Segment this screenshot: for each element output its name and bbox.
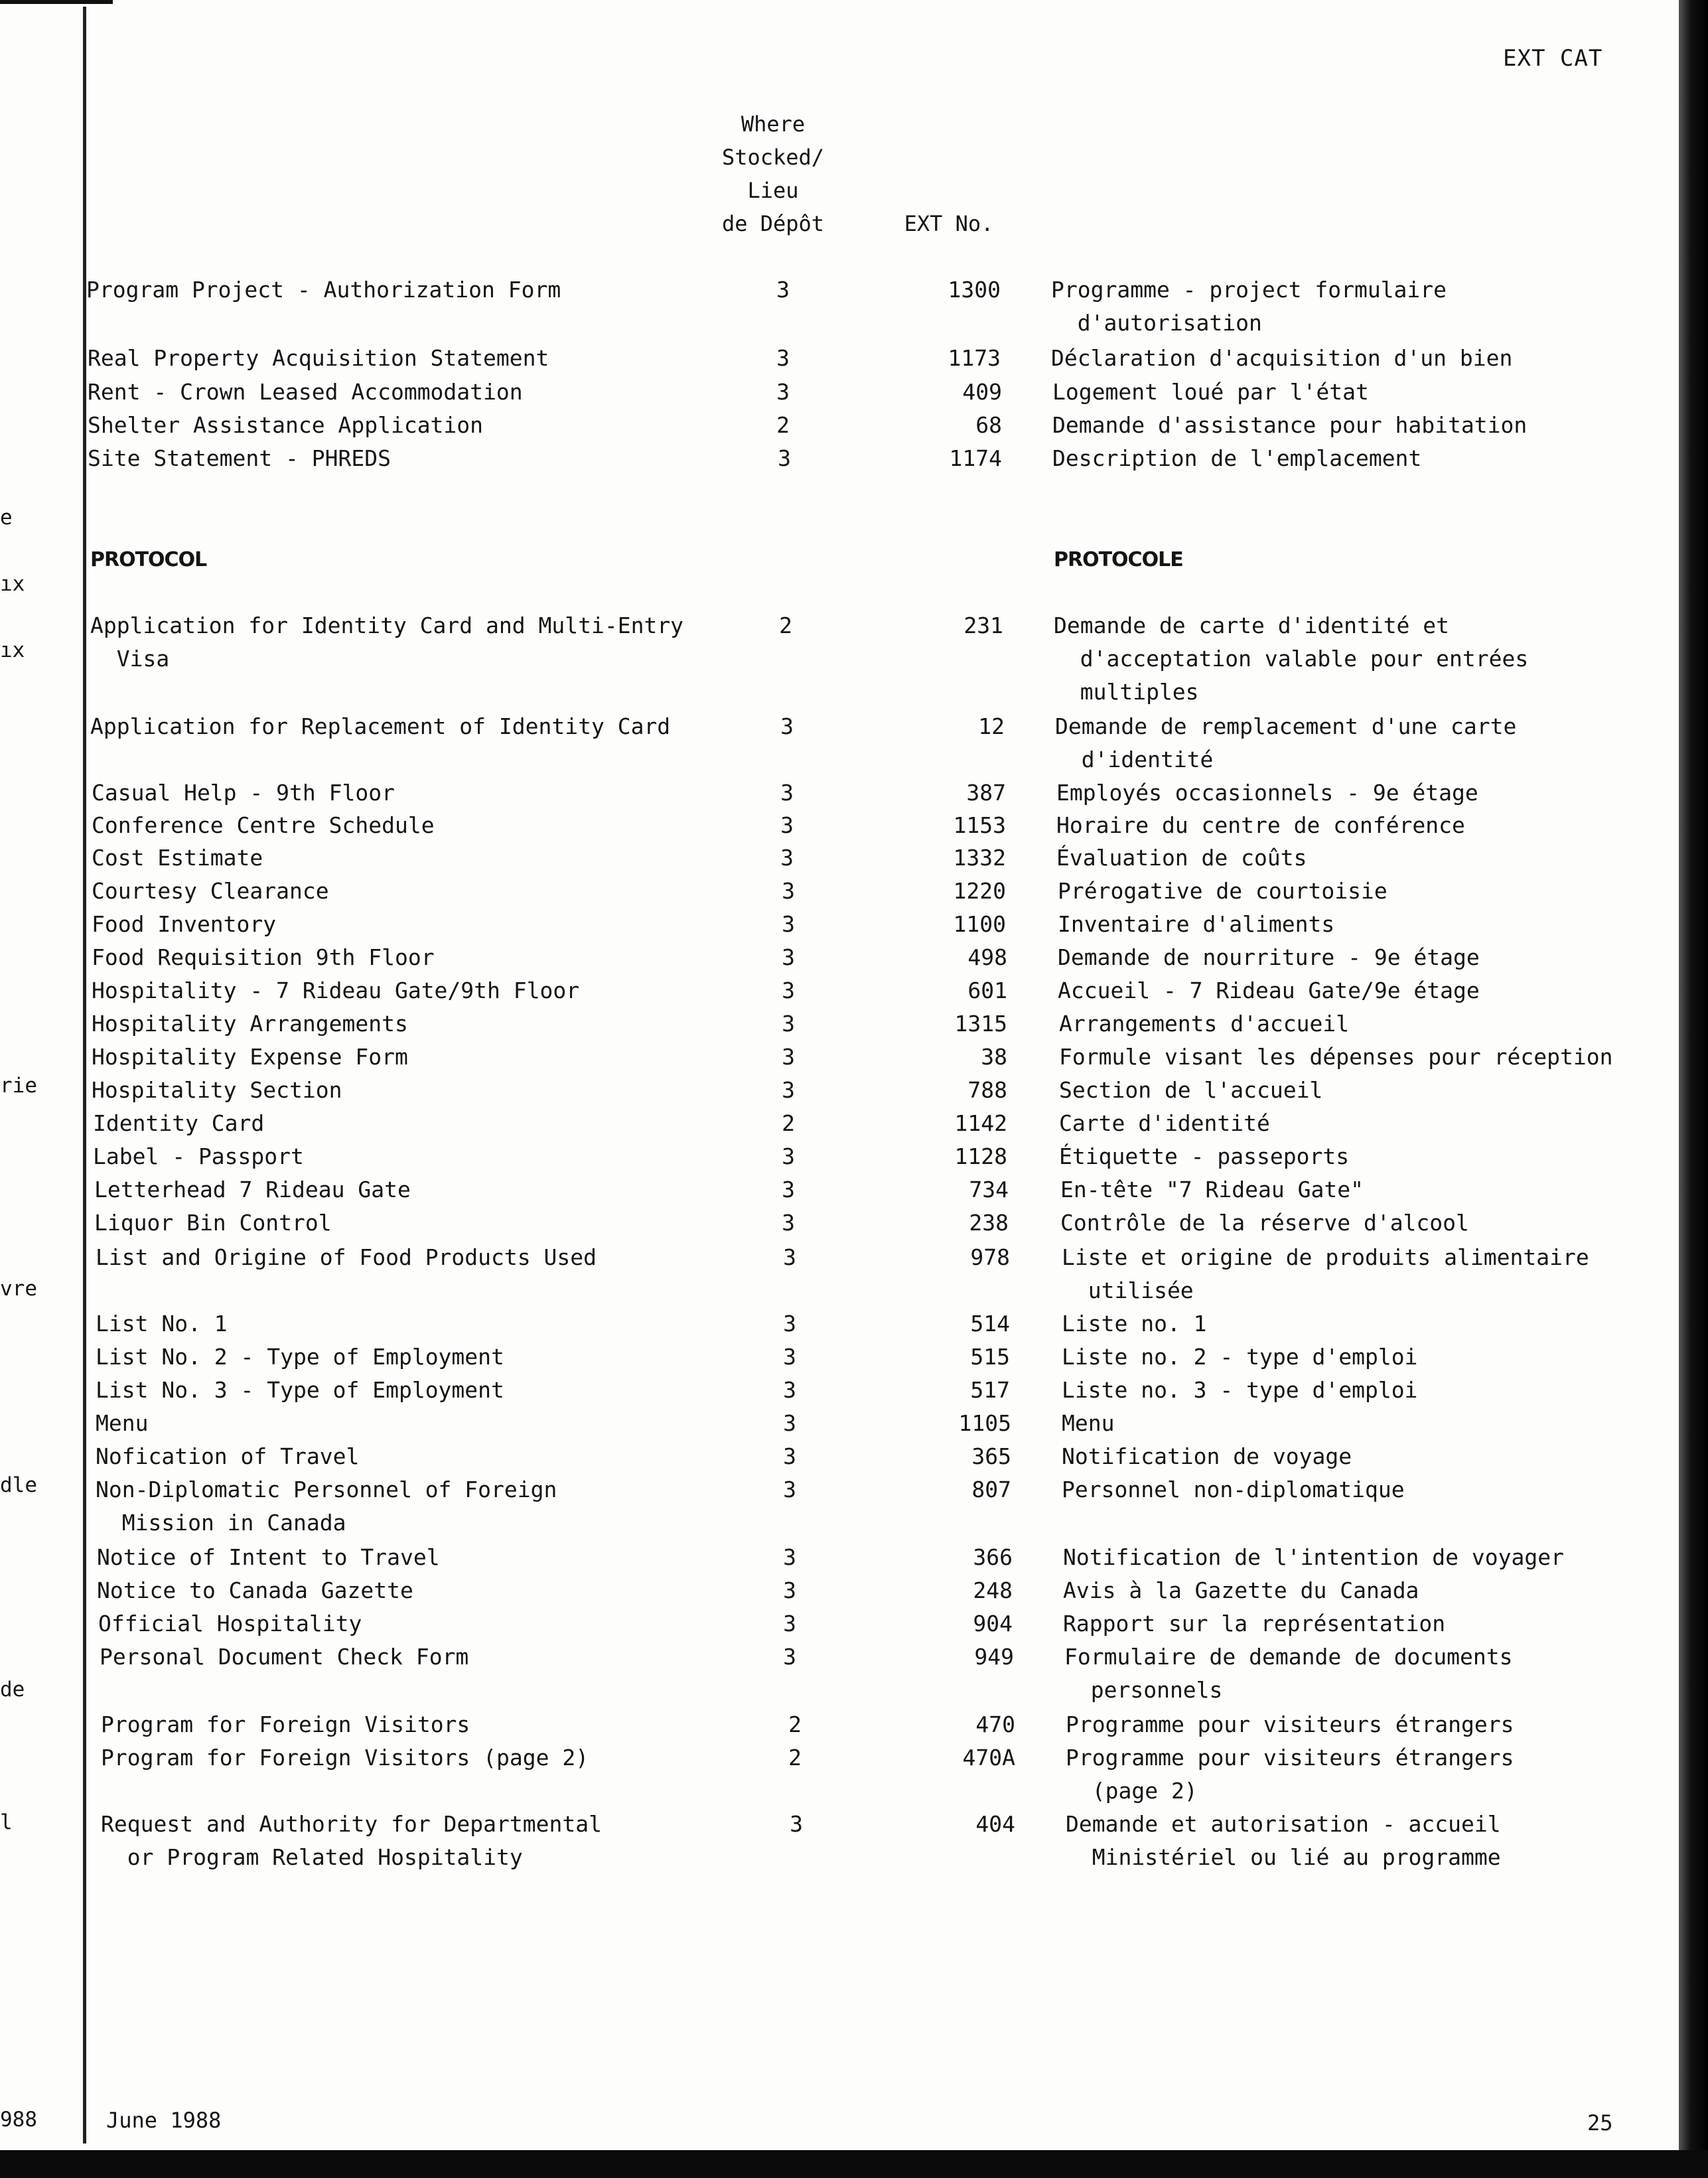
ext-number: 470A <box>962 1745 1015 1771</box>
ext-number: 517 <box>970 1377 1010 1403</box>
section-heading-en: PROTOCOL <box>90 548 207 571</box>
form-title-fr: Avis à la Gazette du Canada <box>1063 1577 1419 1603</box>
ext-number: 1315 <box>954 1011 1007 1037</box>
ext-number: 601 <box>967 978 1007 1003</box>
form-title-fr: Section de l'accueil <box>1059 1077 1323 1103</box>
stock-location: 3 <box>782 1177 795 1202</box>
form-title-en: Hospitality Arrangements <box>92 1011 408 1037</box>
form-title-en: Hospitality Section <box>92 1077 342 1103</box>
form-title-en: Nofication of Travel <box>96 1443 360 1469</box>
scan-edge-bottom <box>0 2150 1708 2178</box>
ext-number: 68 <box>975 412 1002 438</box>
form-title-en: List No. 2 - Type of Employment <box>96 1344 504 1370</box>
form-title-en: Visa <box>90 646 170 672</box>
ext-number: 498 <box>967 944 1007 970</box>
stock-location: 3 <box>780 780 794 806</box>
form-title-en: Label - Passport <box>93 1143 304 1169</box>
stock-location: 3 <box>783 1244 796 1270</box>
form-title-en: Letterhead 7 Rideau Gate <box>94 1177 411 1202</box>
ext-no-header: EXT No. <box>904 211 994 236</box>
ext-number: 470 <box>975 1711 1015 1737</box>
stock-location: 3 <box>782 911 795 937</box>
form-title-fr: Demande et autorisation - accueil <box>1066 1811 1501 1837</box>
form-title-fr: Logement loué par l'état <box>1052 379 1369 405</box>
form-title-fr: Demande de remplacement d'une carte <box>1055 713 1517 739</box>
stock-location: 3 <box>782 1210 795 1236</box>
form-title-en: Casual Help - 9th Floor <box>92 780 395 806</box>
form-title-fr: Accueil - 7 Rideau Gate/9e étage <box>1058 978 1480 1003</box>
form-title-fr: Menu <box>1062 1410 1115 1436</box>
stock-location: 2 <box>779 613 792 638</box>
stock-location: 3 <box>776 379 790 405</box>
form-title-en: Hospitality Expense Form <box>92 1044 408 1070</box>
form-title-fr: multiples <box>1054 679 1199 705</box>
stock-location: 3 <box>783 1377 796 1403</box>
stock-location: 3 <box>783 1344 796 1370</box>
form-title-en: Site Statement - PHREDS <box>88 445 391 471</box>
form-title-en: Program for Foreign Visitors <box>101 1711 470 1737</box>
form-title-fr: Carte d'identité <box>1059 1110 1270 1136</box>
ext-number: 365 <box>971 1443 1011 1469</box>
ext-number: 404 <box>975 1811 1015 1837</box>
form-title-fr: Formule visant les dépenses pour réception <box>1059 1044 1613 1070</box>
margin-fragment: e <box>0 506 13 530</box>
form-title-en: List No. 3 - Type of Employment <box>96 1377 504 1403</box>
form-title-fr: utilisée <box>1062 1277 1194 1303</box>
ext-number: 1105 <box>958 1410 1011 1436</box>
form-title-fr: Employés occasionnels - 9e étage <box>1056 780 1478 806</box>
form-title-en: Personal Document Check Form <box>100 1644 469 1670</box>
form-title-fr: En-tête "7 Rideau Gate" <box>1060 1177 1364 1202</box>
form-title-fr: Évaluation de coûts <box>1056 845 1307 871</box>
form-title-en: or Program Related Hospitality <box>101 1844 523 1870</box>
ext-number: 1174 <box>949 445 1002 471</box>
stock-location: 3 <box>782 1143 795 1169</box>
form-title-en: List No. 1 <box>96 1311 228 1337</box>
form-title-en: Identity Card <box>93 1110 265 1136</box>
stock-location: 3 <box>783 1577 796 1603</box>
stock-location: 3 <box>776 345 790 371</box>
ext-number: 248 <box>973 1577 1013 1603</box>
footer-date: June 1988 <box>106 2108 222 2133</box>
form-title-fr: Programme - project formulaire <box>1051 277 1447 303</box>
stock-location: 3 <box>780 845 794 871</box>
form-title-en: Application for Replacement of Identity Card <box>90 713 671 739</box>
margin-fragment: ıx <box>0 572 25 596</box>
stock-location: 2 <box>788 1711 802 1737</box>
stock-location: 3 <box>783 1644 796 1670</box>
form-title-fr: d'autorisation <box>1051 310 1262 336</box>
ext-number: 1128 <box>954 1143 1007 1169</box>
form-title-en: Program for Foreign Visitors (page 2) <box>101 1745 589 1771</box>
form-title-fr: personnels <box>1064 1677 1223 1703</box>
form-title-fr: Liste no. 3 - type d'emploi <box>1062 1377 1418 1403</box>
stock-location: 3 <box>782 878 795 904</box>
form-title-fr: Programme pour visiteurs étrangers <box>1066 1711 1514 1737</box>
stock-location: 3 <box>790 1811 803 1837</box>
stock-location: 3 <box>782 1044 795 1070</box>
stock-location: 3 <box>780 812 794 838</box>
ext-number: 1220 <box>953 878 1006 904</box>
margin-fragment: ıx <box>0 638 25 662</box>
form-title-en: Official Hospitality <box>98 1611 362 1636</box>
stock-location: 2 <box>776 412 790 438</box>
ext-number: 788 <box>967 1077 1007 1103</box>
scan-edge-top <box>0 0 113 4</box>
margin-fragment: de <box>0 1678 25 1702</box>
form-title-en: Shelter Assistance Application <box>88 412 484 438</box>
form-title-en: Notice to Canada Gazette <box>97 1577 413 1603</box>
ext-number: 38 <box>981 1044 1007 1070</box>
form-title-en: Menu <box>96 1410 149 1436</box>
form-title-fr: Arrangements d'accueil <box>1059 1011 1350 1037</box>
stock-location: 3 <box>782 1077 795 1103</box>
form-title-en: Conference Centre Schedule <box>92 812 435 838</box>
stock-location: 3 <box>778 445 791 471</box>
ext-number: 949 <box>974 1644 1014 1670</box>
margin-fragment: 988 <box>0 2108 37 2132</box>
ext-number: 1332 <box>953 845 1006 871</box>
form-title-en: Program Project - Authorization Form <box>86 277 561 303</box>
form-title-fr: (page 2) <box>1066 1778 1198 1804</box>
form-title-en: Application for Identity Card and Multi-Entry <box>90 613 684 638</box>
form-title-fr: Prérogative de courtoisie <box>1058 878 1388 904</box>
form-title-fr: d'acceptation valable pour entrées <box>1054 646 1529 672</box>
form-title-fr: Formulaire de demande de documents <box>1064 1644 1513 1670</box>
form-title-fr: Personnel non-diplomatique <box>1062 1477 1405 1502</box>
ext-number: 387 <box>966 780 1006 806</box>
form-title-fr: Rapport sur la représentation <box>1063 1611 1446 1636</box>
form-title-en: Courtesy Clearance <box>92 878 329 904</box>
ext-number: 734 <box>969 1177 1009 1202</box>
form-title-en: Notice of Intent to Travel <box>97 1544 440 1570</box>
form-title-fr: d'identité <box>1055 747 1214 772</box>
ext-number: 1100 <box>953 911 1006 937</box>
form-title-fr: Notification de voyage <box>1062 1443 1352 1469</box>
form-title-fr: Description de l'emplacement <box>1052 445 1422 471</box>
form-title-fr: Horaire du centre de conférence <box>1056 812 1465 838</box>
ext-number: 1300 <box>948 277 1001 303</box>
page-number: 25 <box>1587 2110 1613 2136</box>
form-title-fr: Notification de l'intention de voyager <box>1063 1544 1564 1570</box>
form-title-en: Liquor Bin Control <box>94 1210 332 1236</box>
stock-location: 3 <box>782 1011 795 1037</box>
form-title-en: Cost Estimate <box>92 845 263 871</box>
form-title-fr: Déclaration d'acquisition d'un bien <box>1051 345 1513 371</box>
stock-location: 3 <box>783 1311 796 1337</box>
stock-location: 3 <box>782 944 795 970</box>
form-title-fr: Liste et origine de produits alimentaire <box>1062 1244 1589 1270</box>
ext-number: 515 <box>970 1344 1010 1370</box>
ext-number: 366 <box>973 1544 1013 1570</box>
stock-location: 3 <box>783 1611 796 1636</box>
form-title-en: Request and Authority for Departmental <box>101 1811 602 1837</box>
stock-location: 3 <box>783 1477 796 1502</box>
ext-number: 904 <box>973 1611 1013 1636</box>
margin-fragment: vre <box>0 1277 37 1301</box>
ext-number: 1173 <box>948 345 1001 371</box>
stock-location: 3 <box>780 713 794 739</box>
ext-number: 514 <box>970 1311 1010 1337</box>
stock-location: 3 <box>776 277 790 303</box>
form-title-fr: Ministériel ou lié au programme <box>1066 1844 1501 1870</box>
margin-fragment: l <box>0 1810 13 1834</box>
form-title-fr: Contrôle de la réserve d'alcool <box>1060 1210 1469 1236</box>
form-title-en: Non-Diplomatic Personnel of Foreign <box>96 1477 557 1502</box>
ext-number: 807 <box>971 1477 1011 1502</box>
stock-location: 3 <box>783 1410 796 1436</box>
stock-location: 3 <box>783 1544 796 1570</box>
form-title-fr: Liste no. 1 <box>1062 1311 1207 1337</box>
form-title-en: Food Inventory <box>92 911 277 937</box>
form-title-fr: Demande d'assistance pour habitation <box>1052 412 1528 438</box>
where-stocked-header: Where Stocked/ Lieu de Dépôt <box>721 111 825 236</box>
ext-number: 12 <box>978 713 1005 739</box>
stock-location: 2 <box>782 1110 795 1136</box>
ext-number: 409 <box>962 379 1002 405</box>
scan-edge-right <box>1679 0 1708 2178</box>
form-title-fr: Demande de carte d'identité et <box>1054 613 1450 638</box>
ext-number: 231 <box>963 613 1003 638</box>
form-title-fr: Demande de nourriture - 9e étage <box>1058 944 1480 970</box>
form-title-en: Real Property Acquisition Statement <box>88 345 549 371</box>
stock-location: 3 <box>782 978 795 1003</box>
ext-number: 238 <box>969 1210 1009 1236</box>
margin-fragment: dle <box>0 1473 37 1497</box>
form-title-en: List and Origine of Food Products Used <box>96 1244 597 1270</box>
ext-number: 978 <box>970 1244 1010 1270</box>
catalogue-code: EXT CAT <box>1503 45 1603 72</box>
stock-location: 2 <box>788 1745 802 1771</box>
form-title-fr: Inventaire d'aliments <box>1058 911 1335 937</box>
form-title-en: Food Requisition 9th Floor <box>92 944 435 970</box>
form-title-en: Hospitality - 7 Rideau Gate/9th Floor <box>92 978 580 1003</box>
section-heading-fr: PROTOCOLE <box>1054 548 1183 571</box>
form-title-en: Mission in Canada <box>96 1510 346 1536</box>
form-title-fr: Liste no. 2 - type d'emploi <box>1062 1344 1418 1370</box>
form-title-en: Rent - Crown Leased Accommodation <box>88 379 523 405</box>
form-title-fr: Programme pour visiteurs étrangers <box>1066 1745 1514 1771</box>
binding-rule <box>83 7 86 2143</box>
ext-number: 1142 <box>954 1110 1007 1136</box>
margin-fragment: rie <box>0 1074 37 1098</box>
form-title-fr: Étiquette - passeports <box>1059 1143 1350 1169</box>
stock-location: 3 <box>783 1443 796 1469</box>
ext-number: 1153 <box>953 812 1006 838</box>
